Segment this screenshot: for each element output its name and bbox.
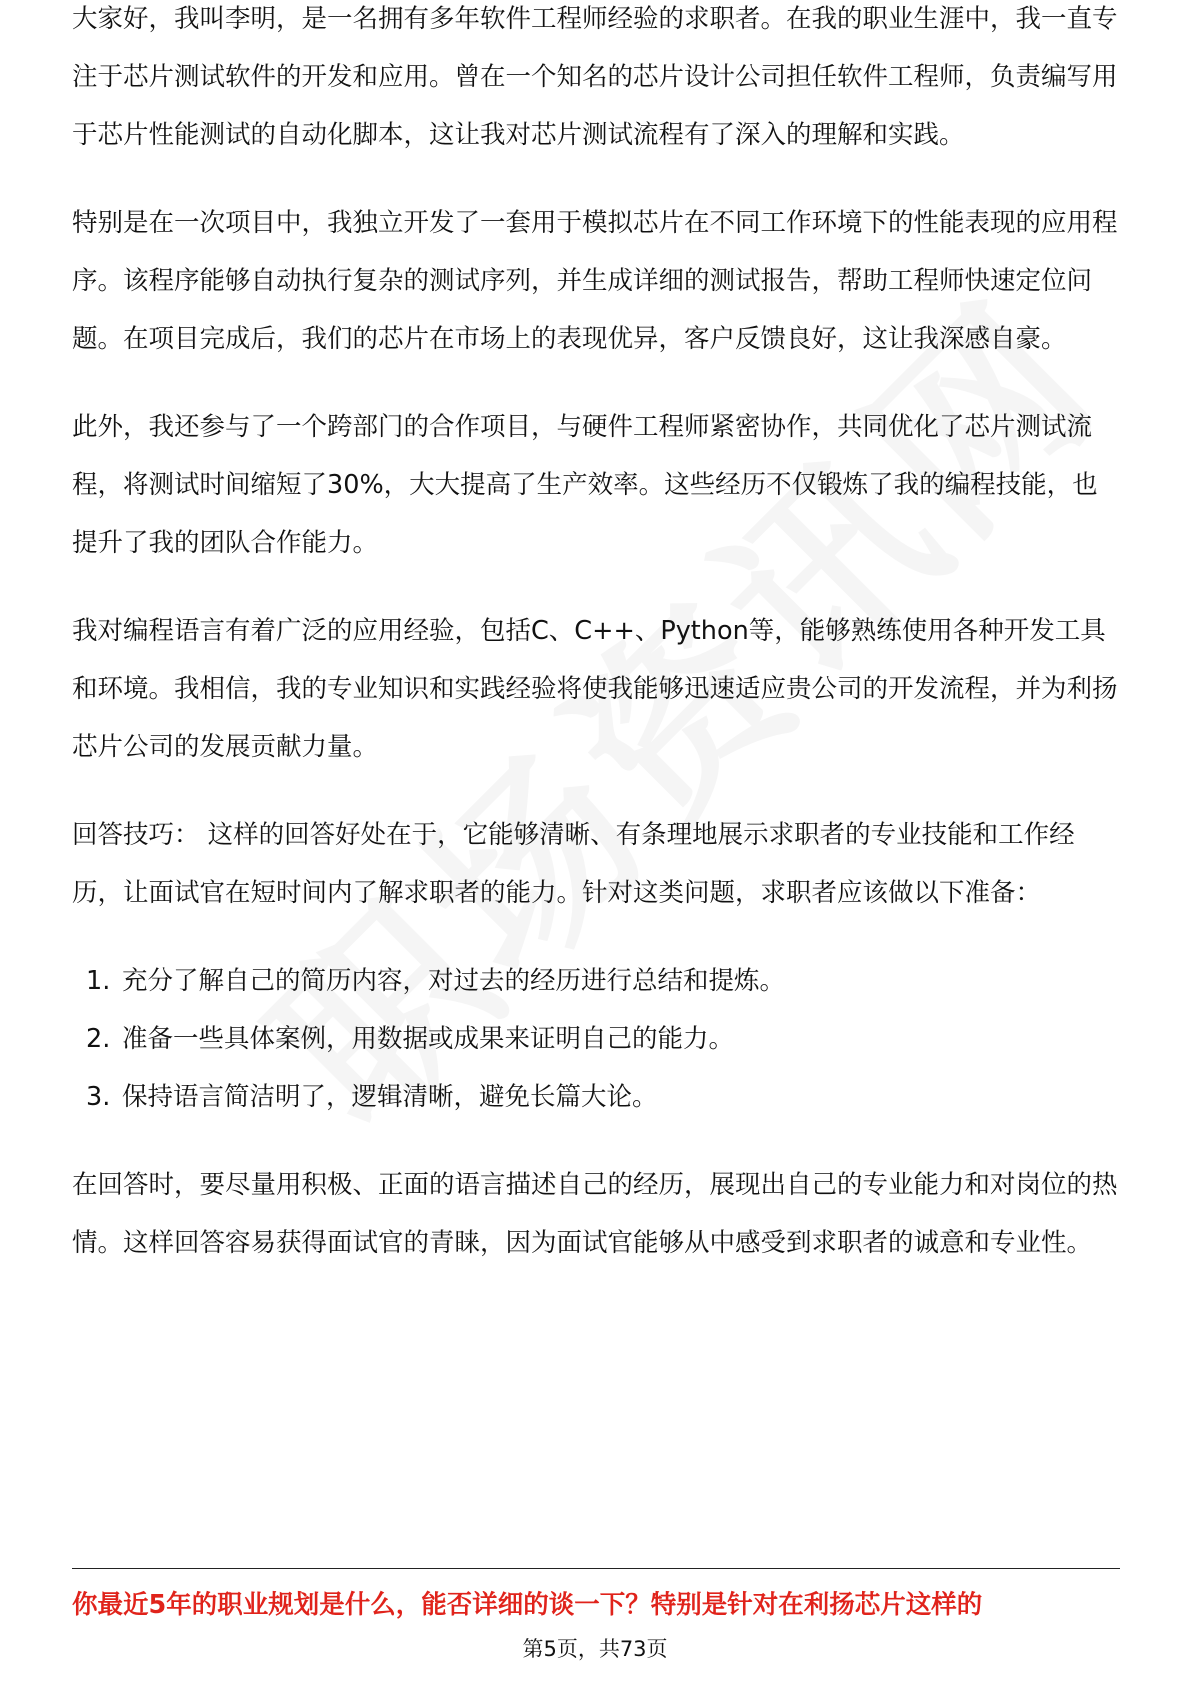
answer-tips: 回答技巧： 这样的回答好处在于，它能够清晰、有条理地展示求职者的专业技能和工作经历，让面试官在短时间内了解求职者的能力。针对这类问题，求职者应该做以下准备： <box>72 820 1075 908</box>
paragraph: 特别是在一次项目中，我独立开发了一套用于模拟芯片在不同工作环境下的性能表现的应用程序。该程序能够自动执行复杂的测试序列，并生成详细的测试报告，帮助工程师快速定位问题。在项目完成后，我们的芯片在市场上的表现优异，客户反馈良好，这让我深感自豪。 <box>72 208 1118 354</box>
paragraph: 此外，我还参与了一个跨部门的合作项目，与硬件工程师紧密协作，共同优化了芯片测试流程，将测试时间缩短了30%，大大提高了生产效率。这些经历不仅锻炼了我的编程技能，也提升了我的团队合作能力。 <box>72 412 1098 558</box>
list-item <box>72 1068 1122 1126</box>
list-number: 2. <box>86 1024 111 1054</box>
document-body <box>72 4 1122 1302</box>
list-item <box>72 952 1122 1010</box>
list-item <box>72 1010 1122 1068</box>
paragraph: 大家好，我叫李明，是一名拥有多年软件工程师经验的求职者。在我的职业生涯中，我一直专注于芯片测试软件的开发和应用。曾在一个知名的芯片设计公司担任软件工程师，负责编写用于芯片性能测试的自动化脚本，这让我对芯片测试流程有了深入的理解和实践。 <box>72 4 1118 150</box>
paragraph: 我对编程语言有着广泛的应用经验，包括C、C++、Python等，能够熟练使用各种开发工具和环境。我相信，我的专业知识和实践经验将使我能够迅速适应贵公司的开发流程，并为利扬芯片公司的发展贡献力量。 <box>72 616 1118 762</box>
list-text: 保持语言简洁明了，逻辑清晰，避免长篇大论。 <box>122 1082 658 1112</box>
preparation-list <box>72 952 1122 1126</box>
closing-paragraph: 在回答时，要尽量用积极、正面的语言描述自己的经历，展现出自己的专业能力和对岗位的热情。这样回答容易获得面试官的青睐，因为面试官能够从中感受到求职者的诚意和专业性。 <box>72 1170 1118 1258</box>
list-number: 3. <box>86 1082 111 1112</box>
list-text: 充分了解自己的简历内容，对过去的经历进行总结和提炼。 <box>122 966 786 996</box>
next-question-heading: 你最近5年的职业规划是什么，能否详细的谈一下？特别是针对在利扬芯片这样的 <box>72 1590 983 1620</box>
section-divider <box>72 1568 1120 1569</box>
list-text: 准备一些具体案例，用数据或成果来证明自己的能力。 <box>122 1024 735 1054</box>
page-number: 第5页，共73页 <box>522 1637 668 1661</box>
list-number: 1. <box>86 966 111 996</box>
